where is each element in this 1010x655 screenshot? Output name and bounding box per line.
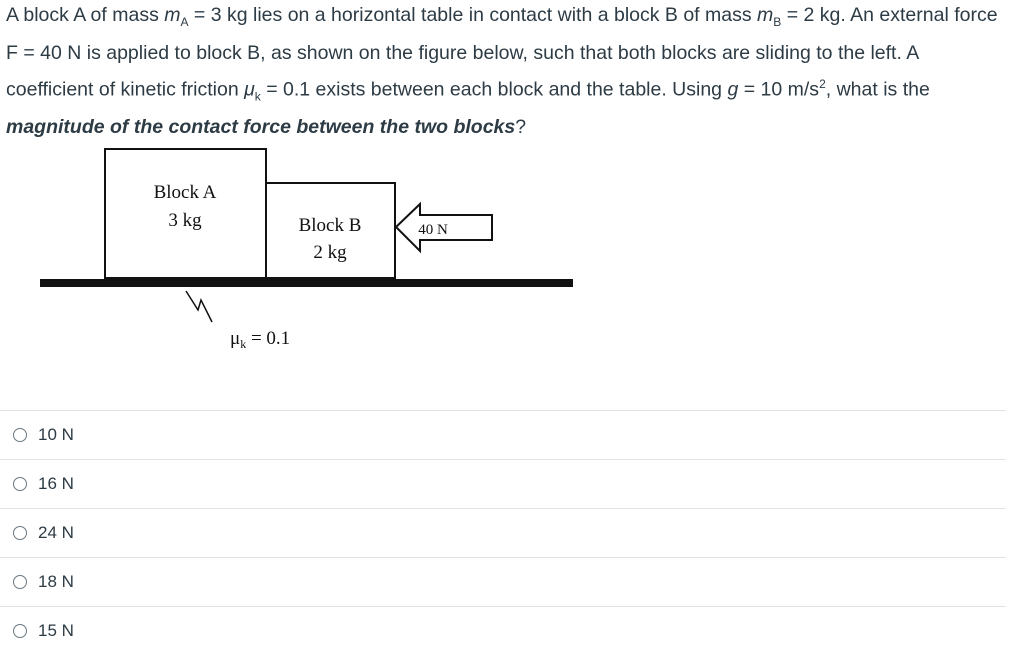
friction-pointer [186, 291, 212, 322]
answer-options [0, 410, 1006, 655]
mu-subscript-figure: k [240, 337, 247, 351]
blocks-figure [0, 140, 600, 370]
answer-label: 18 N [38, 572, 74, 591]
block-b-name: Block B [298, 215, 362, 236]
block-a-mass: 3 kg [168, 210, 202, 231]
friction-coefficient-label [230, 328, 290, 351]
question-part-3: = 2 kg. An external force F = 40 N is applied to block B, as shown on the figure below, such that both blocks are sliding to the left. A coefficient of kinetic friction [6, 4, 998, 101]
g-symbol: g [727, 78, 739, 101]
question-part-2: = 3 kg lies on a horizontal table in contact with a block B of mass [188, 4, 758, 26]
mass-a-symbol: m [164, 4, 181, 26]
answer-label: 10 N [38, 425, 74, 444]
mu-subscript: k [254, 89, 261, 104]
squared-superscript: 2 [819, 76, 826, 91]
radio-button[interactable] [13, 575, 27, 589]
mu-value-figure: = 0.1 [246, 328, 291, 349]
table-surface [40, 279, 573, 287]
question-part-4: = 0.1 exists between each block and the table. Using [260, 78, 728, 101]
blocks-diagram [0, 140, 600, 370]
question-emphasis: magnitude of the contact force between the two blocks [6, 116, 516, 139]
question-part-5: = 10 m/s [738, 78, 820, 101]
mu-symbol: μ [244, 78, 255, 101]
answer-label: 16 N [38, 474, 74, 493]
block-a-name: Block A [153, 182, 217, 203]
answer-option[interactable] [0, 459, 1006, 508]
radio-button[interactable] [13, 428, 27, 442]
question-text [6, 0, 1006, 143]
answer-label: 15 N [38, 621, 74, 640]
mu-symbol-figure: μ [230, 328, 241, 349]
mass-b-subscript: B [773, 14, 782, 29]
force-label: 40 N [418, 222, 448, 238]
mass-b-symbol: m [757, 4, 774, 26]
block-b-mass: 2 kg [313, 242, 347, 263]
answer-option[interactable] [0, 606, 1006, 655]
radio-button[interactable] [13, 526, 27, 540]
mass-a-subscript: A [180, 14, 189, 29]
question-part-1: A block A of mass [6, 4, 165, 26]
question-end: ? [515, 116, 527, 139]
radio-button[interactable] [13, 477, 27, 491]
radio-button[interactable] [13, 624, 27, 638]
question-part-6: , what is the [825, 78, 930, 101]
answer-option[interactable] [0, 557, 1006, 606]
answer-option[interactable] [0, 410, 1006, 459]
answer-option[interactable] [0, 508, 1006, 557]
answer-label: 24 N [38, 523, 74, 542]
